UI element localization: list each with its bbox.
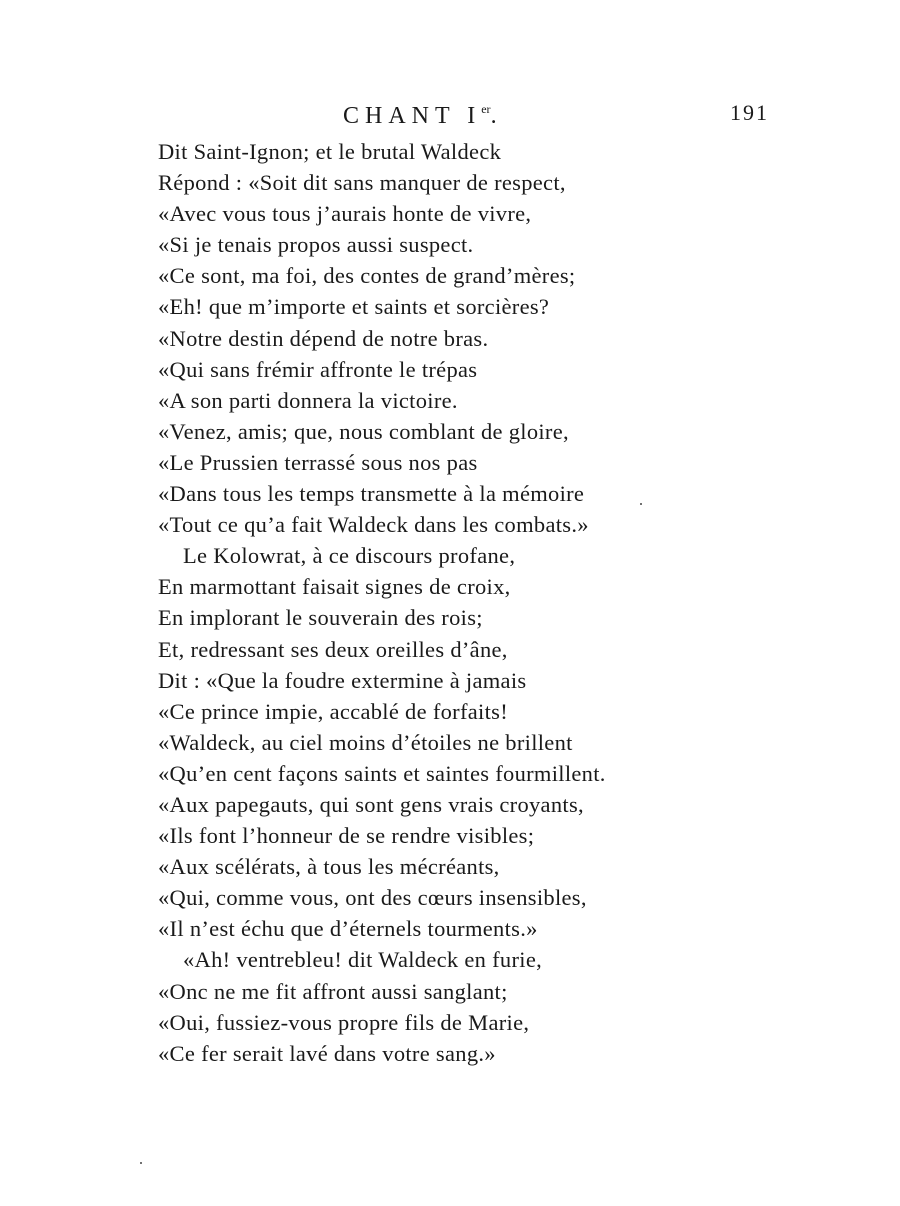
verse-line: «Venez, amis; que, nous comblant de gloire, — [158, 418, 569, 444]
verse-line: «Ce fer serait lavé dans votre sang.» — [158, 1040, 496, 1066]
verse-line: «Waldeck, au ciel moins d’étoiles ne brillent — [158, 729, 573, 755]
verse-list — [158, 136, 606, 1069]
verse-line: Dit : «Que la foudre extermine à jamais — [158, 667, 527, 693]
verse-line: Et, redressant ses deux oreilles d’âne, — [158, 636, 508, 662]
verse-line: «Ce prince impie, accablé de forfaits! — [158, 698, 508, 724]
verse-line: «Qu’en cent façons saints et saintes fourmillent. — [158, 760, 606, 786]
verse-line: «Si je tenais propos aussi suspect. — [158, 232, 474, 258]
verse-line: «Onc ne me fit affront aussi sanglant; — [158, 978, 508, 1004]
verse-line: «Dans tous les temps transmette à la mémoire — [158, 481, 585, 507]
print-speck — [140, 1162, 142, 1164]
verse-line: «Eh! que m’importe et saints et sorcières? — [158, 294, 550, 320]
chant-heading: CHANT Ier. — [343, 102, 503, 129]
verse-line: «Ah! ventrebleu! dit Waldeck en furie, — [183, 947, 543, 973]
verse-line: «Ce sont, ma foi, des contes de grand’mères; — [158, 263, 576, 289]
verse-line: «Aux scélérats, à tous les mécréants, — [158, 854, 500, 880]
verse-line: «Tout ce qu’a fait Waldeck dans les combats.» — [158, 512, 589, 538]
verse-line: «Oui, fussiez-vous propre fils de Marie, — [158, 1009, 530, 1035]
verse-line: En implorant le souverain des rois; — [158, 605, 483, 631]
page-number: 191 — [730, 100, 769, 125]
verse-line: «Aux papegauts, qui sont gens vrais croyants, — [158, 791, 584, 817]
verse-line: «Qui sans frémir affronte le trépas — [158, 356, 478, 382]
verse-line: «Qui, comme vous, ont des cœurs insensibles, — [158, 885, 587, 911]
verse-line: «Le Prussien terrassé sous nos pas — [158, 449, 478, 475]
verse-line: «Il n’est échu que d’éternels tourments.» — [158, 916, 538, 942]
verse-line: En marmottant faisait signes de croix, — [158, 574, 511, 600]
verse-line: Dit Saint-Ignon; et le brutal Waldeck — [158, 139, 502, 164]
verse-line: Le Kolowrat, à ce discours profane, — [183, 543, 516, 569]
verse-line: «Avec vous tous j’aurais honte de vivre, — [158, 201, 532, 227]
running-head — [0, 92, 900, 129]
print-speck — [640, 503, 642, 505]
verse-line: Répond : «Soit dit sans manquer de respect, — [158, 170, 566, 196]
verse-line: «A son parti donnera la victoire. — [158, 387, 458, 413]
chant-superscript: er — [481, 102, 491, 116]
verse-line: «Notre destin dépend de notre bras. — [158, 325, 489, 351]
verse-line: «Ils font l’honneur de se rendre visibles; — [158, 823, 535, 849]
